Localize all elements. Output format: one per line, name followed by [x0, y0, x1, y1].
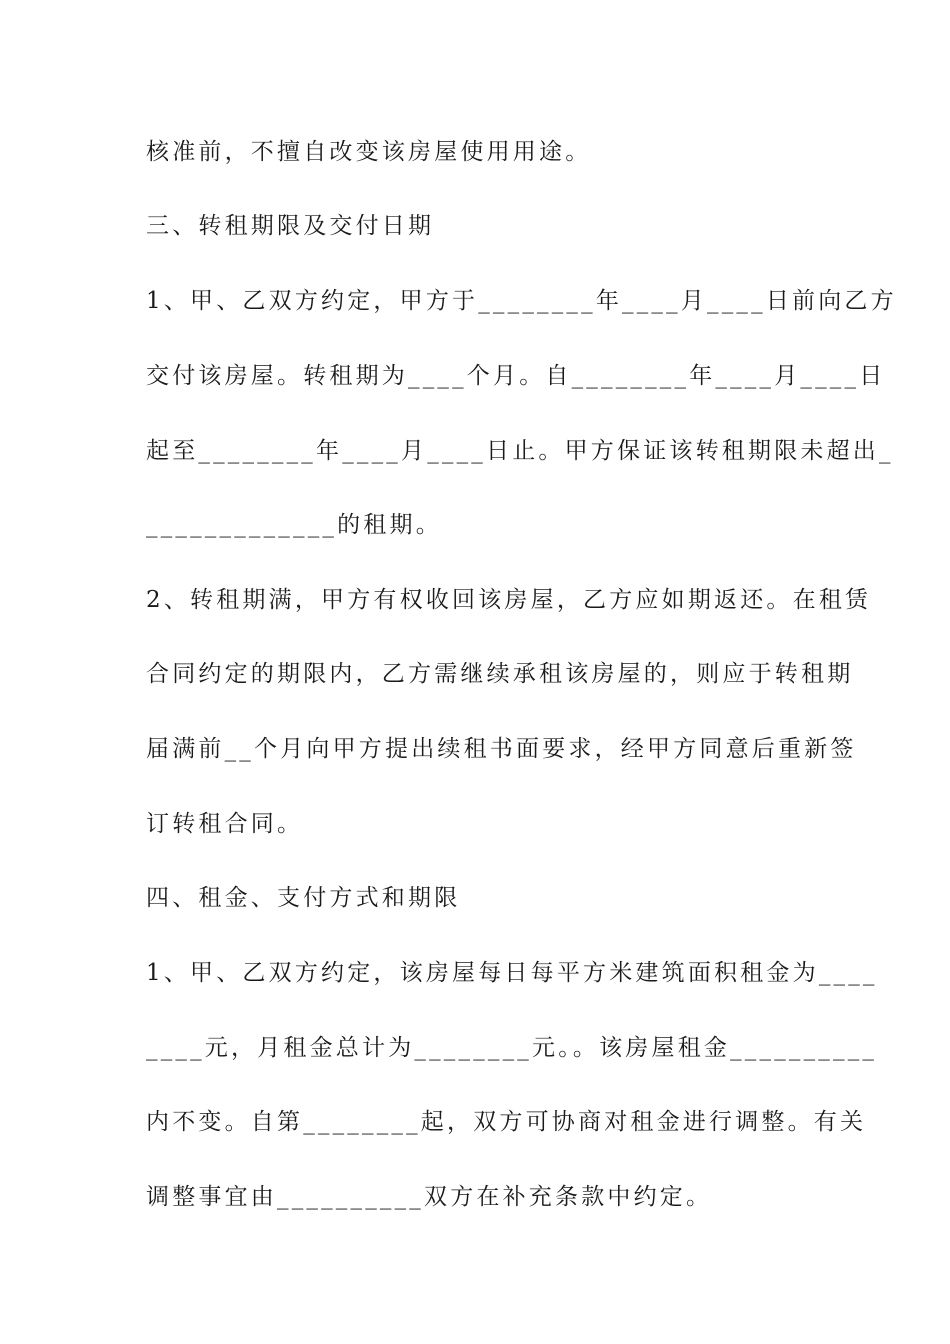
text-line: ____元，月租金总计为________元。。该房屋租金__________	[146, 1035, 878, 1061]
text-line: _____________的租期。	[146, 512, 442, 538]
text-line: 届满前__个月向甲方提出续租书面要求，经甲方同意后重新签	[146, 736, 857, 762]
text-line: 订转租合同。	[146, 811, 304, 837]
section-heading: 四、租金、支付方式和期限	[146, 885, 461, 911]
text-line: 起至________年____月____日止。甲方保证该转租期限未超出_	[146, 438, 894, 464]
text-line: 合同约定的期限内，乙方需继续承租该房屋的，则应于转租期	[146, 661, 854, 687]
text-line: 1、甲、乙双方约定，该房屋每日每平方米建筑面积租金为____	[146, 960, 878, 986]
text-line: 核准前，不擅自改变该房屋使用用途。	[146, 139, 592, 165]
section-heading: 三、转租期限及交付日期	[146, 213, 435, 239]
text-line: 交付该房屋。转租期为____个月。自________年____月____日	[146, 363, 886, 389]
text-line: 内不变。自第________起，双方可协商对租金进行调整。有关	[146, 1109, 867, 1135]
text-line: 2、转租期满，甲方有权收回该房屋，乙方应如期返还。在租赁	[146, 587, 872, 613]
text-line: 1、甲、乙双方约定，甲方于________年____月____日前向乙方	[146, 288, 897, 314]
text-line: 调整事宜由__________双方在补充条款中约定。	[146, 1184, 713, 1210]
